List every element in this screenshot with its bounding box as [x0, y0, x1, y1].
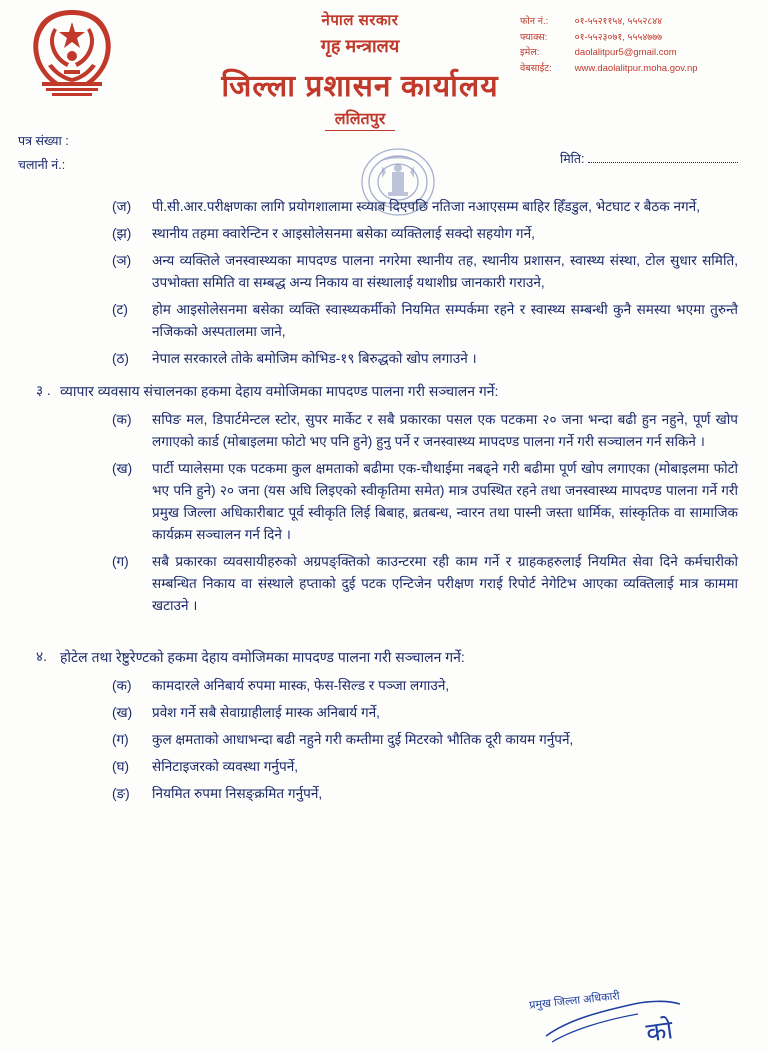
list-item [22, 783, 738, 805]
section-title: होटेल तथा रेष्टुरेण्टको हकमा देहाय वमोजिमका मापदण्ड पालना गरी सञ्चालन गर्ने: [60, 648, 465, 665]
contact-block [520, 14, 750, 77]
dispatch-number-label: चलानी नं.: [18, 157, 66, 172]
contact-value-email[interactable]: daolalitpur5@gmail.com [574, 47, 677, 59]
list-item [22, 756, 738, 778]
item-text: पी.सी.आर.परीक्षणका लागि प्रयोगशालामा स्व्याब दिएपछि नतिजा नआएसम्म बाहिर हिँडडुल, भेटघाट र बैठक नगर्ने, [152, 199, 700, 214]
office-line: जिल्ला प्रशासन कार्यालय [221, 70, 499, 103]
section-marker: ४. [36, 648, 47, 664]
list-item [22, 196, 738, 218]
dispatch-number-row [18, 154, 69, 178]
item-text: नेपाल सरकारले तोके बमोजिम कोभिड-१९ बिरुद्धको खोप लगाउने । [152, 351, 477, 367]
contact-row-email [520, 45, 750, 61]
nepal-government-emblem-icon [24, 8, 120, 100]
contact-value-phone: ०१-५५२११५४, ५५५२८४४ [574, 16, 663, 27]
item-marker: (ज) [112, 199, 132, 214]
contact-label-email: इमेल: [520, 47, 540, 59]
signature-label: प्रमुख जिल्ला अधिकारी [528, 990, 621, 1012]
item-marker: (क) [112, 411, 132, 427]
item-text: अन्य व्यक्तिले जनस्वास्थ्यका मापदण्ड पालना नगरेमा स्थानीय तह, स्थानीय प्रशासन, स्वास्थ्य संस्था, टोल सुधार समिति, उपभोक्ता समिति वा सम्बद्ध अन्य निकाय वा संस्थालाई यथाशीघ्र जानकारी गराउने, [152, 253, 738, 291]
contact-label-fax: फ्याक्स: [520, 31, 548, 43]
list-item [22, 702, 738, 724]
item-marker: (घ) [112, 758, 130, 774]
item-marker: (ग) [112, 553, 129, 569]
date-block [560, 150, 738, 167]
letter-number-row [18, 130, 69, 154]
contact-label-website: वेबसाईट: [520, 63, 552, 75]
list-item [22, 299, 738, 343]
section-heading-3 [22, 380, 738, 403]
item-text: सेनिटाइजरको व्यवस्था गर्नुपर्ने, [152, 758, 299, 774]
list-item [22, 250, 738, 294]
item-text: कामदारले अनिबार्य रुपमा मास्क, फेस-सिल्ड र पञ्जा लगाउने, [152, 677, 450, 693]
government-line: नेपाल सरकार [321, 12, 399, 29]
section-title: व्यापार व्यवसाय संचालनका हकमा देहाय वमोजिमका मापदण्ड पालना गरी सञ्चालन गर्ने: [60, 383, 499, 400]
date-label: मिति: [559, 152, 585, 166]
contact-row-phone [520, 14, 750, 30]
item-marker: (ख) [112, 460, 133, 476]
signature-mark: काे [644, 1015, 676, 1048]
item-marker: (ङ) [112, 785, 130, 801]
place-line: ललितपुर [325, 107, 396, 131]
section-heading-4 [22, 646, 738, 669]
contact-value-fax: ०१-५५२३०७१, ५५५४७७७ [574, 31, 663, 43]
list-item [22, 675, 738, 697]
letterhead-header [0, 0, 768, 150]
item-marker: (ट) [112, 302, 128, 318]
contact-value-website[interactable]: www.daolalitpur.moha.gov.np [574, 63, 698, 75]
list-item [22, 729, 738, 751]
list-item [22, 458, 738, 546]
list-item [22, 551, 738, 617]
contact-row-website [520, 61, 750, 77]
section-spacer [22, 622, 738, 636]
item-marker: (ख) [112, 704, 133, 720]
list-item [22, 348, 738, 370]
contact-label-phone: फोन नं.: [520, 16, 549, 27]
item-text: पार्टी प्यालेसमा एक पटकमा कुल क्षमताको बढीमा एक-चौथाईमा नबढ्ने गरी बढीमा पूर्ण खोप लगाएका (मोबाइलमा फोटो भए पनि हुने) २० जना (यस अघि लिइएको स्वीकृतिमा समेत) मात्र उपस्थित रहने तथा जनस्वास्थ्य मापदण्ड पालना गर्ने गरी प्रमुख जिल्ला अधिकारीबाट पूर्व स्वीकृति लिई बिबाह, ब्रतबन्ध, न्वारन तथा पास्नी जस्ता धार्मिक, सांस्कृतिक वा सामाजिक कार्यक्रम सञ्चालन गर्न दिने । [152, 460, 738, 542]
letter-number-label: पत्र संख्या : [18, 134, 69, 148]
item-text: कुल क्षमताको आधाभन्दा बढी नहुने गरी कम्तीमा दुई मिटरको भौतिक दूरी कायम गर्नुपर्ने, [152, 731, 574, 747]
ministry-line: गृह मन्त्रालय [320, 36, 400, 56]
document-body [0, 196, 768, 810]
item-text: सपिङ मल, डिपार्टमेन्टल स्टोर, सुपर मार्केट र सबै प्रकारका पसल एक पटकमा २० जना भन्दा बढी हुन नहुने, पूर्ण खोप लगाएको कार्ड (मोबाइलमा फोटो भए पनि हुने) हुनु पर्ने र जनस्वास्थ्य मापदण्ड पालना गर्ने गरी सञ्चालन गर्न सकिने । [152, 411, 738, 449]
list-item [22, 223, 738, 245]
item-text: नियमित रुपमा निसङ्क्रमित गर्नुपर्ने, [152, 785, 323, 801]
contact-row-fax [520, 30, 750, 46]
item-marker: (झ) [112, 226, 132, 242]
item-marker: (क) [112, 677, 132, 693]
date-underline [588, 150, 738, 163]
item-text: होम आइसोलेसनमा बसेका व्यक्ति स्वास्थ्यकर्मीको नियमित सम्पर्कमा रहने र स्वास्थ्य सम्बन्धी कुनै समस्या भएमा तुरुन्तै नजिकको अस्पतालमा जाने, [152, 302, 738, 340]
item-marker: (ठ) [112, 351, 129, 367]
item-text: प्रवेश गर्ने सबै सेवाग्राहीलाई मास्क अनिबार्य गर्ने, [152, 704, 380, 720]
section-marker: ३ . [36, 383, 51, 399]
item-text: सबै प्रकारका व्यवसायीहरुको अग्रपङ्क्तिको काउन्टरमा रही काम गर्ने र ग्राहकहरुलाई नियमित सेवा दिने कर्मचारीको सम्बन्धित निकाय वा संस्थाले हप्ताको दुई पटक एन्टिजेन परीक्षण गराई रिपोर्ट नेगेटिभ आएका व्यक्तिलाई मात्र काममा खटाउने । [152, 553, 738, 613]
item-marker: (ञ) [112, 253, 132, 269]
office-title-block [150, 10, 570, 131]
list-item [22, 409, 738, 453]
item-text: स्थानीय तहमा क्वारेन्टिन र आइसोलेसनमा बसेका व्यक्तिलाई सक्दो सहयोग गर्ने, [152, 226, 535, 242]
reference-block [18, 130, 69, 178]
item-marker: (ग) [112, 731, 129, 747]
